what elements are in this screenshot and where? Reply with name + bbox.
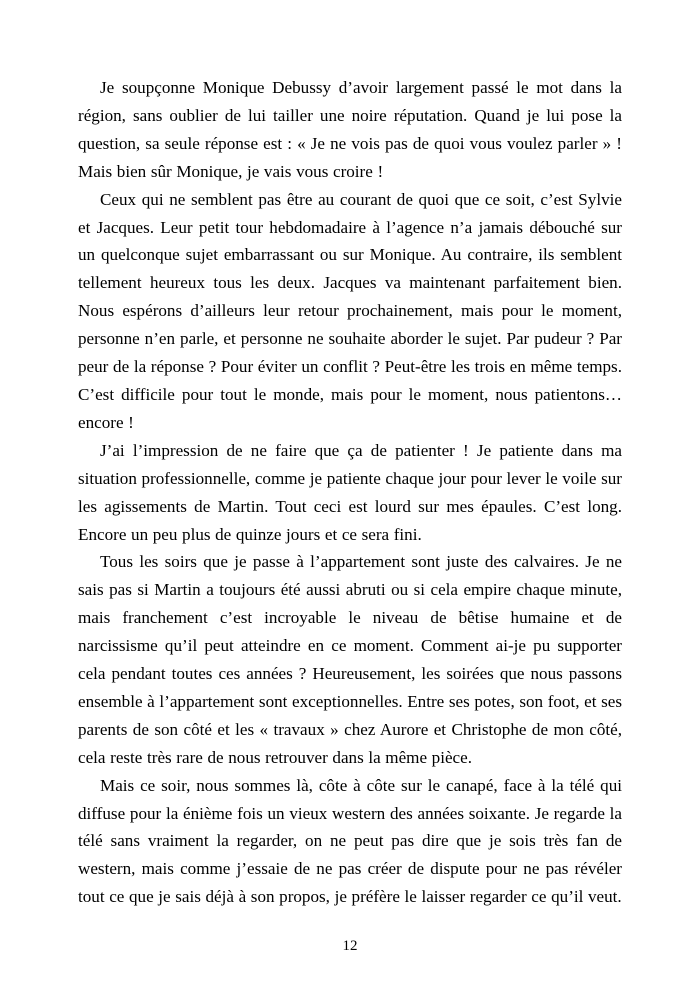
body-text-block: [78, 74, 622, 911]
paragraph: Je soupçonne Monique Debussy d’avoir largement passé le mot dans la région, sans oublier de lui tailler une noire réputation. Quand je lui pose la question, sa seule réponse est : « Je ne vois pas de quoi vous voulez parler » ! Mais bien sûr Monique, je vais vous croire !: [78, 78, 622, 181]
page-number: 12: [342, 938, 358, 954]
paragraph: J’ai l’impression de ne faire que ça de patienter ! Je patiente dans ma situation professionnelle, comme je patiente chaque jour pour lever le voile sur les agissements de Martin. Tout ceci est lourd sur mes épaules. C’est long. Encore un peu plus de quinze jours et ce sera fini.: [78, 440, 622, 544]
paragraph: Ceux qui ne semblent pas être au courant de quoi que ce soit, c’est Sylvie et Jacques. Leur petit tour hebdomadaire à l’agence n’a jamais débouché sur un quelconque sujet embarrassant ou sur Monique. Au contraire, ils semblent tellement heureux tous les deux. Jacques va maintenant parfaitement bien. Nous espérons d’ailleurs leur retour prochainement, mais pour le moment, personne n’en parle, et personne ne souhaite aborder le sujet. Par pudeur ? Par peur de la réponse ? Pour éviter un conflit ? Peut-être les trois en même temps. C’est difficile pour tout le monde, mais pour le moment, nous patientons… encore !: [78, 189, 622, 432]
paragraph: Mais ce soir, nous sommes là, côte à côte sur le canapé, face à la télé qui diffuse pour la énième fois un vieux western des années soixante. Je regarde la télé sans vraiment la regarder, on ne peut pas dire que je sois très fan de western, mais comme j’essaie de ne pas créer de dispute pour ne pas révéler tout ce que je sais déjà à son propos, je préfère le laisser regarder ce qu’il veut.: [78, 775, 622, 907]
paragraph: Tous les soirs que je passe à l’appartement sont juste des calvaires. Je ne sais pas si Martin a toujours été aussi abruti ou si cela empire chaque minute, mais franchement c’est incroyable le niveau de bêtise humaine et de narcissisme qu’il peut atteindre en ce moment. Comment ai-je pu supporter cela pendant toutes ces années ? Heureusement, les soirées que nous passons ensemble à l’appartement sont exceptionnelles. Entre ses potes, son foot, et ses parents de son côté et les « travaux » chez Aurore et Christophe de mon côté, cela reste très rare de nous retrouver dans la même pièce.: [78, 552, 622, 767]
